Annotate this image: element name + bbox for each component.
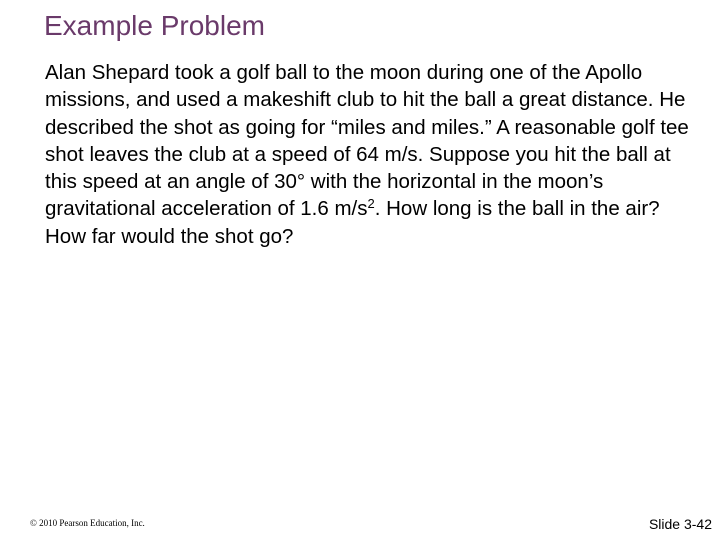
- slide-title: Example Problem: [44, 10, 265, 41]
- problem-text-part-2: . How long is the ball in the air? How far would the shot go?: [45, 197, 660, 248]
- exponent-superscript: 2: [367, 196, 375, 212]
- problem-text-part-1: Alan Shepard took a golf ball to the moon during one of the Apollo missions, and used a makeshift club to hit the ball a great distance. He described the shot as going for “miles and miles.” A reasonable golf tee shot leaves the club at a speed of 64 m/s. Suppose you hit the ball at this speed at an angle of 30° with the horizontal in the moon’s gravitational acceleration of 1.6 m/s: [45, 61, 689, 221]
- slide-number: Slide 3-42: [648, 516, 712, 532]
- copyright-notice: © 2010 Pearson Education, Inc.: [30, 518, 145, 528]
- problem-text: [45, 59, 695, 250]
